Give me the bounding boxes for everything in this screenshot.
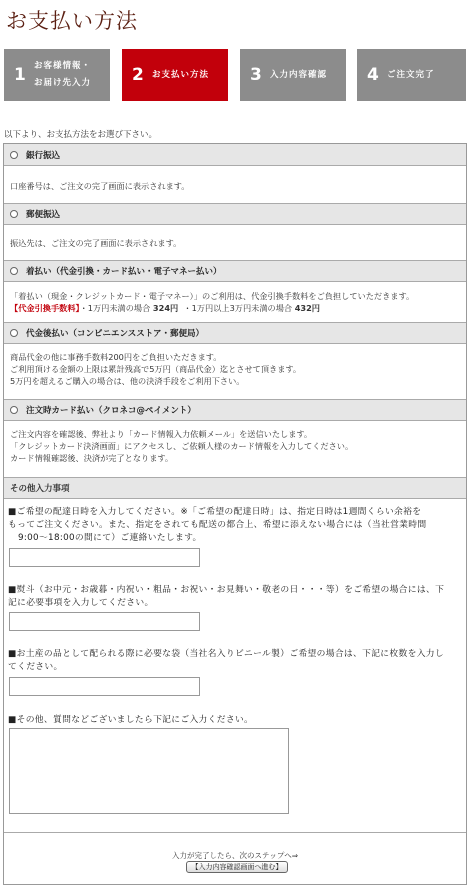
- delivery-date-question: ■ご希望の配達日時を入力してください。※「ご希望の配達日時」は、指定日時は1週間くらい余裕を もってご注文ください。また、指定をされても配送の都合上、希望に添えない場合には（当社営業時間 9:00〜18:00の間にて）ご連絡いたします。: [8, 507, 427, 543]
- radio-icon[interactable]: [10, 151, 18, 159]
- step-4: [357, 49, 466, 101]
- payment-option-postal[interactable]: [4, 203, 466, 225]
- payment-option-title: 銀行振込: [26, 150, 61, 161]
- intro-text: 以下より、お支払方法をお選び下さい。: [4, 130, 158, 140]
- divider: [4, 832, 466, 833]
- step-2-active: [122, 49, 228, 101]
- other-section-header: その他入力事項: [4, 477, 466, 499]
- payment-option-title: 郵便振込: [26, 210, 61, 220]
- page-title: お支払い方法: [6, 9, 138, 33]
- bag-question: ■お土産の品として配られる際に必要な袋（当社名入りビニール製）ご希望の場合は、下記に枚数を入力し てください。: [8, 649, 444, 672]
- noshi-question: ■熨斗（お中元・お歳暮・内祝い・粗品・お祝い・お見舞い・敬老の日・・・等）をご希望の場合には、下 記に必要事項を入力してください。: [8, 585, 445, 608]
- radio-icon[interactable]: [10, 329, 18, 337]
- payment-option-postpay[interactable]: [4, 322, 466, 344]
- fee-value: 432円: [294, 303, 320, 313]
- payment-option-card[interactable]: [4, 399, 466, 421]
- step-label: お客様情報・ お届け先入力: [34, 61, 92, 88]
- delivery-date-input[interactable]: [9, 548, 200, 567]
- step-number: 1: [14, 65, 26, 85]
- step-number: 3: [250, 65, 262, 85]
- payment-panel: [3, 143, 467, 885]
- payment-option-bank[interactable]: [4, 144, 466, 166]
- step-label: ご注文完了: [387, 69, 435, 80]
- step-number: 4: [367, 65, 379, 85]
- payment-option-desc: 口座番号は、ご注文の完了画面に表示されます。: [10, 181, 190, 191]
- payment-option-title: 着払い（代金引換・カード払い・電子マネー払い）: [26, 267, 222, 277]
- checkout-steps: [4, 49, 466, 101]
- payment-option-desc: 「着払い（現金・クレジットカード・電子マネー）」のご利用は、代金引換手数料をご負担していただきます。 【代金引換手数料】・1万円未満の場合 324円 ・1万円以上3万円未満の場合 432円: [10, 291, 415, 313]
- payment-option-desc: 商品代金の他に事務手数料200円をご負担いただきます。 ご利用頂ける金額の上限は累計残高で5万円（商品代金）迄とさせて頂きます。 5万円を超えるご購入の場合は、他の決済手段をご利用下さい。: [10, 352, 302, 386]
- next-step-text: 入力が完了したら、次のステップへ⇒: [172, 851, 298, 860]
- fee-label: 【代金引換手数料】: [10, 303, 80, 313]
- payment-option-cod[interactable]: [4, 260, 466, 282]
- payment-option-title: 注文時カード払い（クロネコ@ペイメント）: [26, 406, 196, 416]
- fee-value: 324円: [152, 303, 179, 313]
- payment-option-desc: ご注文内容を確認後、弊社より「カード情報入力依頼メール」を送信いたします。 「クレジットカード決済画面」にアクセスし、ご依頼人様のカード情報を入力してください。 カード情報確認後、決済が完了となります。: [10, 429, 354, 463]
- other-question: ■その他、質問などございましたら下記にご入力ください。: [8, 715, 254, 725]
- radio-icon[interactable]: [10, 267, 18, 275]
- step-label: お支払い方法: [152, 69, 210, 80]
- payment-option-desc: 振込先は、ご注文の完了画面に表示されます。: [10, 238, 182, 248]
- payment-option-title: 代金後払い（コンビニエンスストア・郵便局）: [26, 329, 204, 339]
- step-label: 入力内容確認: [270, 69, 328, 80]
- step-number: 2: [132, 65, 144, 85]
- noshi-input[interactable]: [9, 612, 200, 631]
- step-3: [240, 49, 346, 101]
- radio-icon[interactable]: [10, 210, 18, 218]
- bag-count-input[interactable]: [9, 677, 200, 696]
- confirm-button[interactable]: 【入力内容確認画面へ進む】: [186, 861, 288, 873]
- other-comments-input[interactable]: [9, 728, 289, 814]
- step-1: [4, 49, 110, 101]
- radio-icon[interactable]: [10, 406, 18, 414]
